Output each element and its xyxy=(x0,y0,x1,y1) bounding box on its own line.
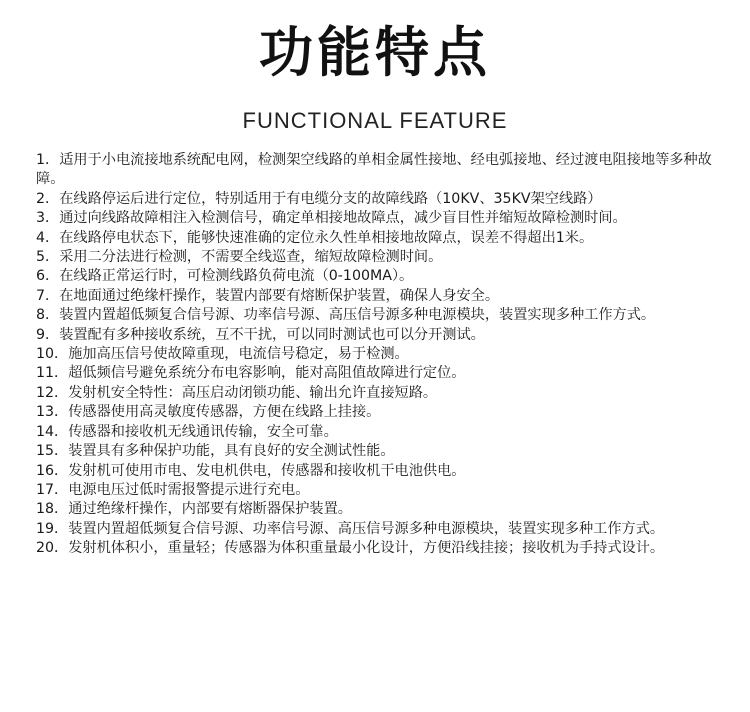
feature-item-12: 12．发射机安全特性：高压启动闭锁功能、输出允许直接短路。 xyxy=(36,384,438,401)
feature-item-20: 20．发射机体积小，重量轻；传感器为体积重量最小化设计，方便沿线挂接；接收机为手持式设计。 xyxy=(36,540,665,557)
header xyxy=(0,18,750,134)
feature-item-7: 7．在地面通过绝缘杆操作，装置内部要有熔断保护装置，确保人身安全。 xyxy=(36,287,500,304)
feature-item-8: 8．装置内置超低频复合信号源、功率信号源、高压信号源多种电源模块，装置实现多种工作方式。 xyxy=(36,307,656,324)
feature-item-3: 3．通过向线路故障相注入检测信号，确定单相接地故障点，减少盲目性并缩短故障检测时间。 xyxy=(36,210,627,227)
feature-item-5: 5．采用二分法进行检测，不需要全线巡查，缩短故障检测时间。 xyxy=(36,249,443,266)
feature-item-10: 10．施加高压信号使故障重现，电流信号稳定，易于检测。 xyxy=(36,346,409,363)
feature-item-6: 6．在线路正常运行时，可检测线路负荷电流（0-100MA）。 xyxy=(36,268,414,285)
feature-item-19: 19．装置内置超低频复合信号源、功率信号源、高压信号源多种电源模块，装置实现多种工作方式。 xyxy=(36,520,665,537)
feature-item-9: 9．装置配有多种接收系统，互不干扰，可以同时测试也可以分开测试。 xyxy=(36,326,485,343)
feature-item-1: 1．适用于小电流接地系统配电网，检测架空线路的单相金属性接地、经电弧接地、经过渡电阻接地等多种故障。 xyxy=(36,152,712,188)
feature-item-17: 17．电源电压过低时需报警提示进行充电。 xyxy=(36,481,310,498)
feature-item-18: 18．通过绝缘杆操作，内部要有熔断器保护装置。 xyxy=(36,501,352,518)
feature-item-15: 15．装置具有多种保护功能，具有良好的安全测试性能。 xyxy=(36,443,395,460)
feature-item-13: 13．传感器使用高灵敏度传感器，方便在线路上挂接。 xyxy=(36,404,381,421)
feature-item-16: 16．发射机可使用市电、发电机供电，传感器和接收机干电池供电。 xyxy=(36,462,466,479)
feature-item-4: 4．在线路停电状态下，能够快速准确的定位永久性单相接地故障点，误差不得超出1米。 xyxy=(36,229,594,246)
page-title: 功能特点 xyxy=(259,21,491,84)
feature-item-11: 11．超低频信号避免系统分布电容影响，能对高阻值故障进行定位。 xyxy=(36,365,466,382)
feature-list xyxy=(36,151,726,559)
page-subtitle: FUNCTIONAL FEATURE xyxy=(242,108,508,133)
feature-item-2: 2．在线路停运后进行定位，特别适用于有电缆分支的故障线路（10KV、35KV架空线路） xyxy=(36,190,602,207)
feature-item-14: 14．传感器和接收机无线通讯传输，安全可靠。 xyxy=(36,423,338,440)
